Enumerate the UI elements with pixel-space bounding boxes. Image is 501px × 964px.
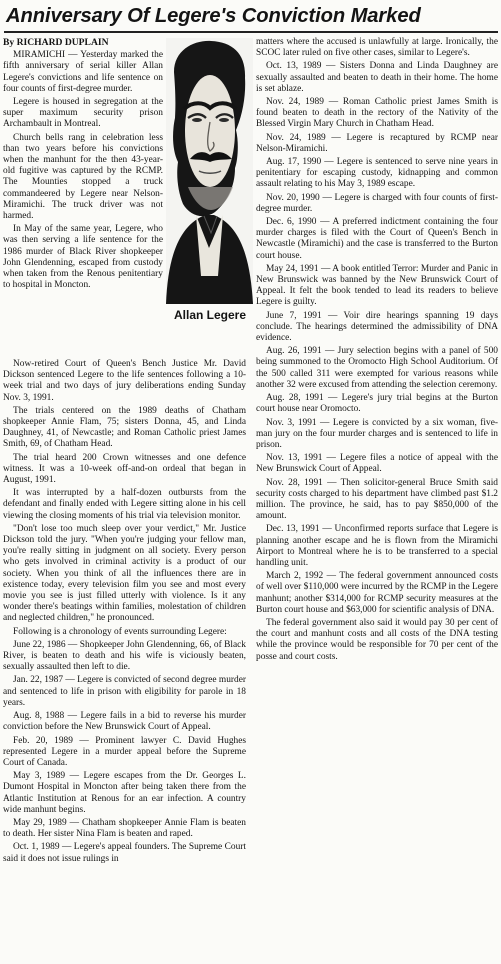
left-top-column [3, 37, 163, 293]
paragraph: The federal government also said it would pay 30 per cent of the court and manhunt costs and all costs of the DNA testing while the province would be responsible for 70 per cent of the posse and court costs. [256, 617, 498, 662]
paragraph: May 29, 1989 — Chatham shopkeeper Annie Flam is beaten to death. Her sister Nina Flam is beaten and raped. [3, 817, 246, 840]
headline-rule [4, 31, 498, 33]
paragraph: Nov. 24, 1989 — Legere is recaptured by RCMP near Nelson-Miramichi. [256, 132, 498, 154]
paragraph: Oct. 13, 1989 — Sisters Donna and Linda Daughney are sexually assaulted and beaten to death in their home. The home is set ablaze. [256, 61, 498, 94]
paragraph: May 3, 1989 — Legere escapes from the Dr. Georges L. Dumont Hospital in Moncton after being taken there from the Atlantic Institution at Renous for an ear infection. A country wide manhunt begins. [3, 771, 246, 815]
paragraph: Jan. 22, 1987 — Legere is convicted of second degree murder and sentenced to life in prison with eligibility for parole in 18 years. [3, 675, 246, 708]
paragraph: June 22, 1986 — Shopkeeper John Glendenning, 66, of Black River, is beaten to death and his wife is viciously beaten, sexually assaulted then left to die. [3, 639, 246, 673]
paragraph: Nov. 28, 1991 — Then solicitor-general Bruce Smith said security costs charged to his department have climbed past $1.2 million. The province, he said, has to pay $850,000 of the amount. [256, 477, 498, 522]
paragraph: Aug. 28, 1991 — Legere's jury trial begins at the Burton court house near Oromocto. [256, 393, 498, 415]
paragraph: Aug. 17, 1990 — Legere is sentenced to serve nine years in penitentiary for escaping custody, kidnapping and common assault relating to his May 3, 1989 escape. [256, 157, 498, 190]
paragraph: In May of the same year, Legere, who was then serving a life sentence for the 1986 murder of Black River shopkeeper John Glendenning, escaped from custody when taken from the Renous penitentiary to hospital in Moncton. [3, 224, 163, 291]
paragraph: Following is a chronology of events surrounding Legere: [13, 626, 227, 637]
paragraph: Nov. 24, 1989 — Roman Catholic priest James Smith is found beaten to death in the rectory of the Nativity of the Blessed Virgin Mary Church in Chatham Head. [256, 97, 498, 130]
paragraph: Nov. 3, 1991 — Legere is convicted by a six woman, five-man jury on the four murder charges and is sentenced to life in prison. [256, 417, 498, 450]
paragraph: Oct. 1, 1989 — Legere's appeal founders. The Supreme Court said it does not issue rulings in [3, 842, 246, 864]
paragraph: Dec. 13, 1991 — Unconfirmed reports surface that Legere is planning another escape and he is flown from the Miramichi Airport to Montreal where he is to be transferred to a special handling unit. [256, 524, 498, 568]
paragraph: June 7, 1991 — Voir dire hearings spanning 19 days conclude. The hearings determined the admissibility of DNA evidence. [256, 310, 498, 344]
headline: Anniversary Of Legere's Conviction Marked [6, 5, 421, 27]
portrait-photo [166, 38, 253, 304]
paragraph: The trial heard 200 Crown witnesses and one defence witness. It was a 10-week off-and-on ordeal that began in August, 1991. [3, 452, 246, 486]
paragraph: Aug. 8, 1988 — Legere fails in a bid to reverse his murder conviction before the New Brunswick Court of Appeal. [3, 711, 246, 733]
paragraph: Now-retired Court of Queen's Bench Justice Mr. David Dickson sentenced Legere to the life sentences following a 10-week trial and two days of jury deliberations ending Sunday Nov. 3, 1991. [3, 359, 246, 403]
paragraph: May 24, 1991 — A book entitled Terror: Murder and Panic in New Brunswick was banned by the New Brunswick Court of Appeal. It felt the book tended to lead its readers to believe Legere is guilty. [256, 263, 498, 308]
paragraph: Church bells rang in celebration less than two years before his convictions when the manhunt for the then 43-year-old fugitive was captured by the RCMP. The Mounties stopped a truck commandeered by Legere near Nelson-Miramichi. The truck driver was not harmed. [3, 132, 163, 222]
paragraph: MIRAMICHI — Yesterday marked the fifth anniversary of serial killer Allan Legere's convictions and life sentence on four counts of first-degree murder. [3, 50, 163, 94]
byline: By RICHARD DUPLAIN [3, 37, 109, 48]
paragraph: Legere is housed in segregation at the super maximum security prison Archambault in Montreal. [3, 97, 163, 130]
paragraph: Aug. 26, 1991 — Jury selection begins with a panel of 500 being summoned to the Oromocto High School Auditorium. Of the 500 called 311 were exempted for various reasons while another 32 were excused from attending the selection ceremony. [256, 346, 498, 390]
paragraph: The trials centered on the 1989 deaths of Chatham shopkeeper Annie Flam, 75; sisters Donna, 45, and Linda Daughney, 41, of Newcastle; and Roman Catholic priest James Smith, 69, of Chatham Head. [3, 405, 246, 450]
right-column [256, 37, 498, 665]
photo-caption: Allan Legere [173, 308, 247, 322]
paragraph: March 2, 1992 — The federal government announced costs of well over $110,000 were incurred by the RCMP in the Legere manhunt; another $314,000 for RCMP security measures at the Burton court house and $63,000 for scientific analysis of DNA. [256, 571, 498, 615]
paragraph: Feb. 20, 1989 — Prominent lawyer C. David Hughes represented Legere in a murder appeal before the Supreme Court of Canada. [3, 735, 246, 768]
paragraph: matters where the accused is unlawfully at large. Ironically, the SCOC later ruled on five other cases, similar to Legere's. [256, 37, 498, 59]
paragraph: "Don't lose too much sleep over your verdict," Mr. Justice Dickson told the jury. "When you're judging your fellow man, you're really sitting in judgment on all society. Every person who gets involved in criminal activity is a product of our society. When you think of all the influences there are in existence today, every television film you see and most every movie you see is just filled utterly with violence. Is it any wonder there's beatings within families, molestation of children and neglected children," he pronounced. [3, 523, 246, 624]
paragraph: Dec. 6, 1990 — A preferred indictment containing the four murder charges is filed with the Court of Queen's Bench in Newcastle (Miramichi) and the case is transferred to the Burton court house. [256, 217, 498, 261]
paragraph: Nov. 20, 1990 — Legere is charged with four counts of first-degree murder. [256, 192, 498, 214]
left-bottom-column [3, 359, 246, 867]
paragraph: It was interrupted by a half-dozen outbursts from the defendant and finally ended with Legere sitting alone in his cell viewing the closing moments of his trial via television monitor. [3, 488, 246, 521]
paragraph: Nov. 13, 1991 — Legere files a notice of appeal with the New Brunswick Court of Appeal. [256, 453, 498, 475]
